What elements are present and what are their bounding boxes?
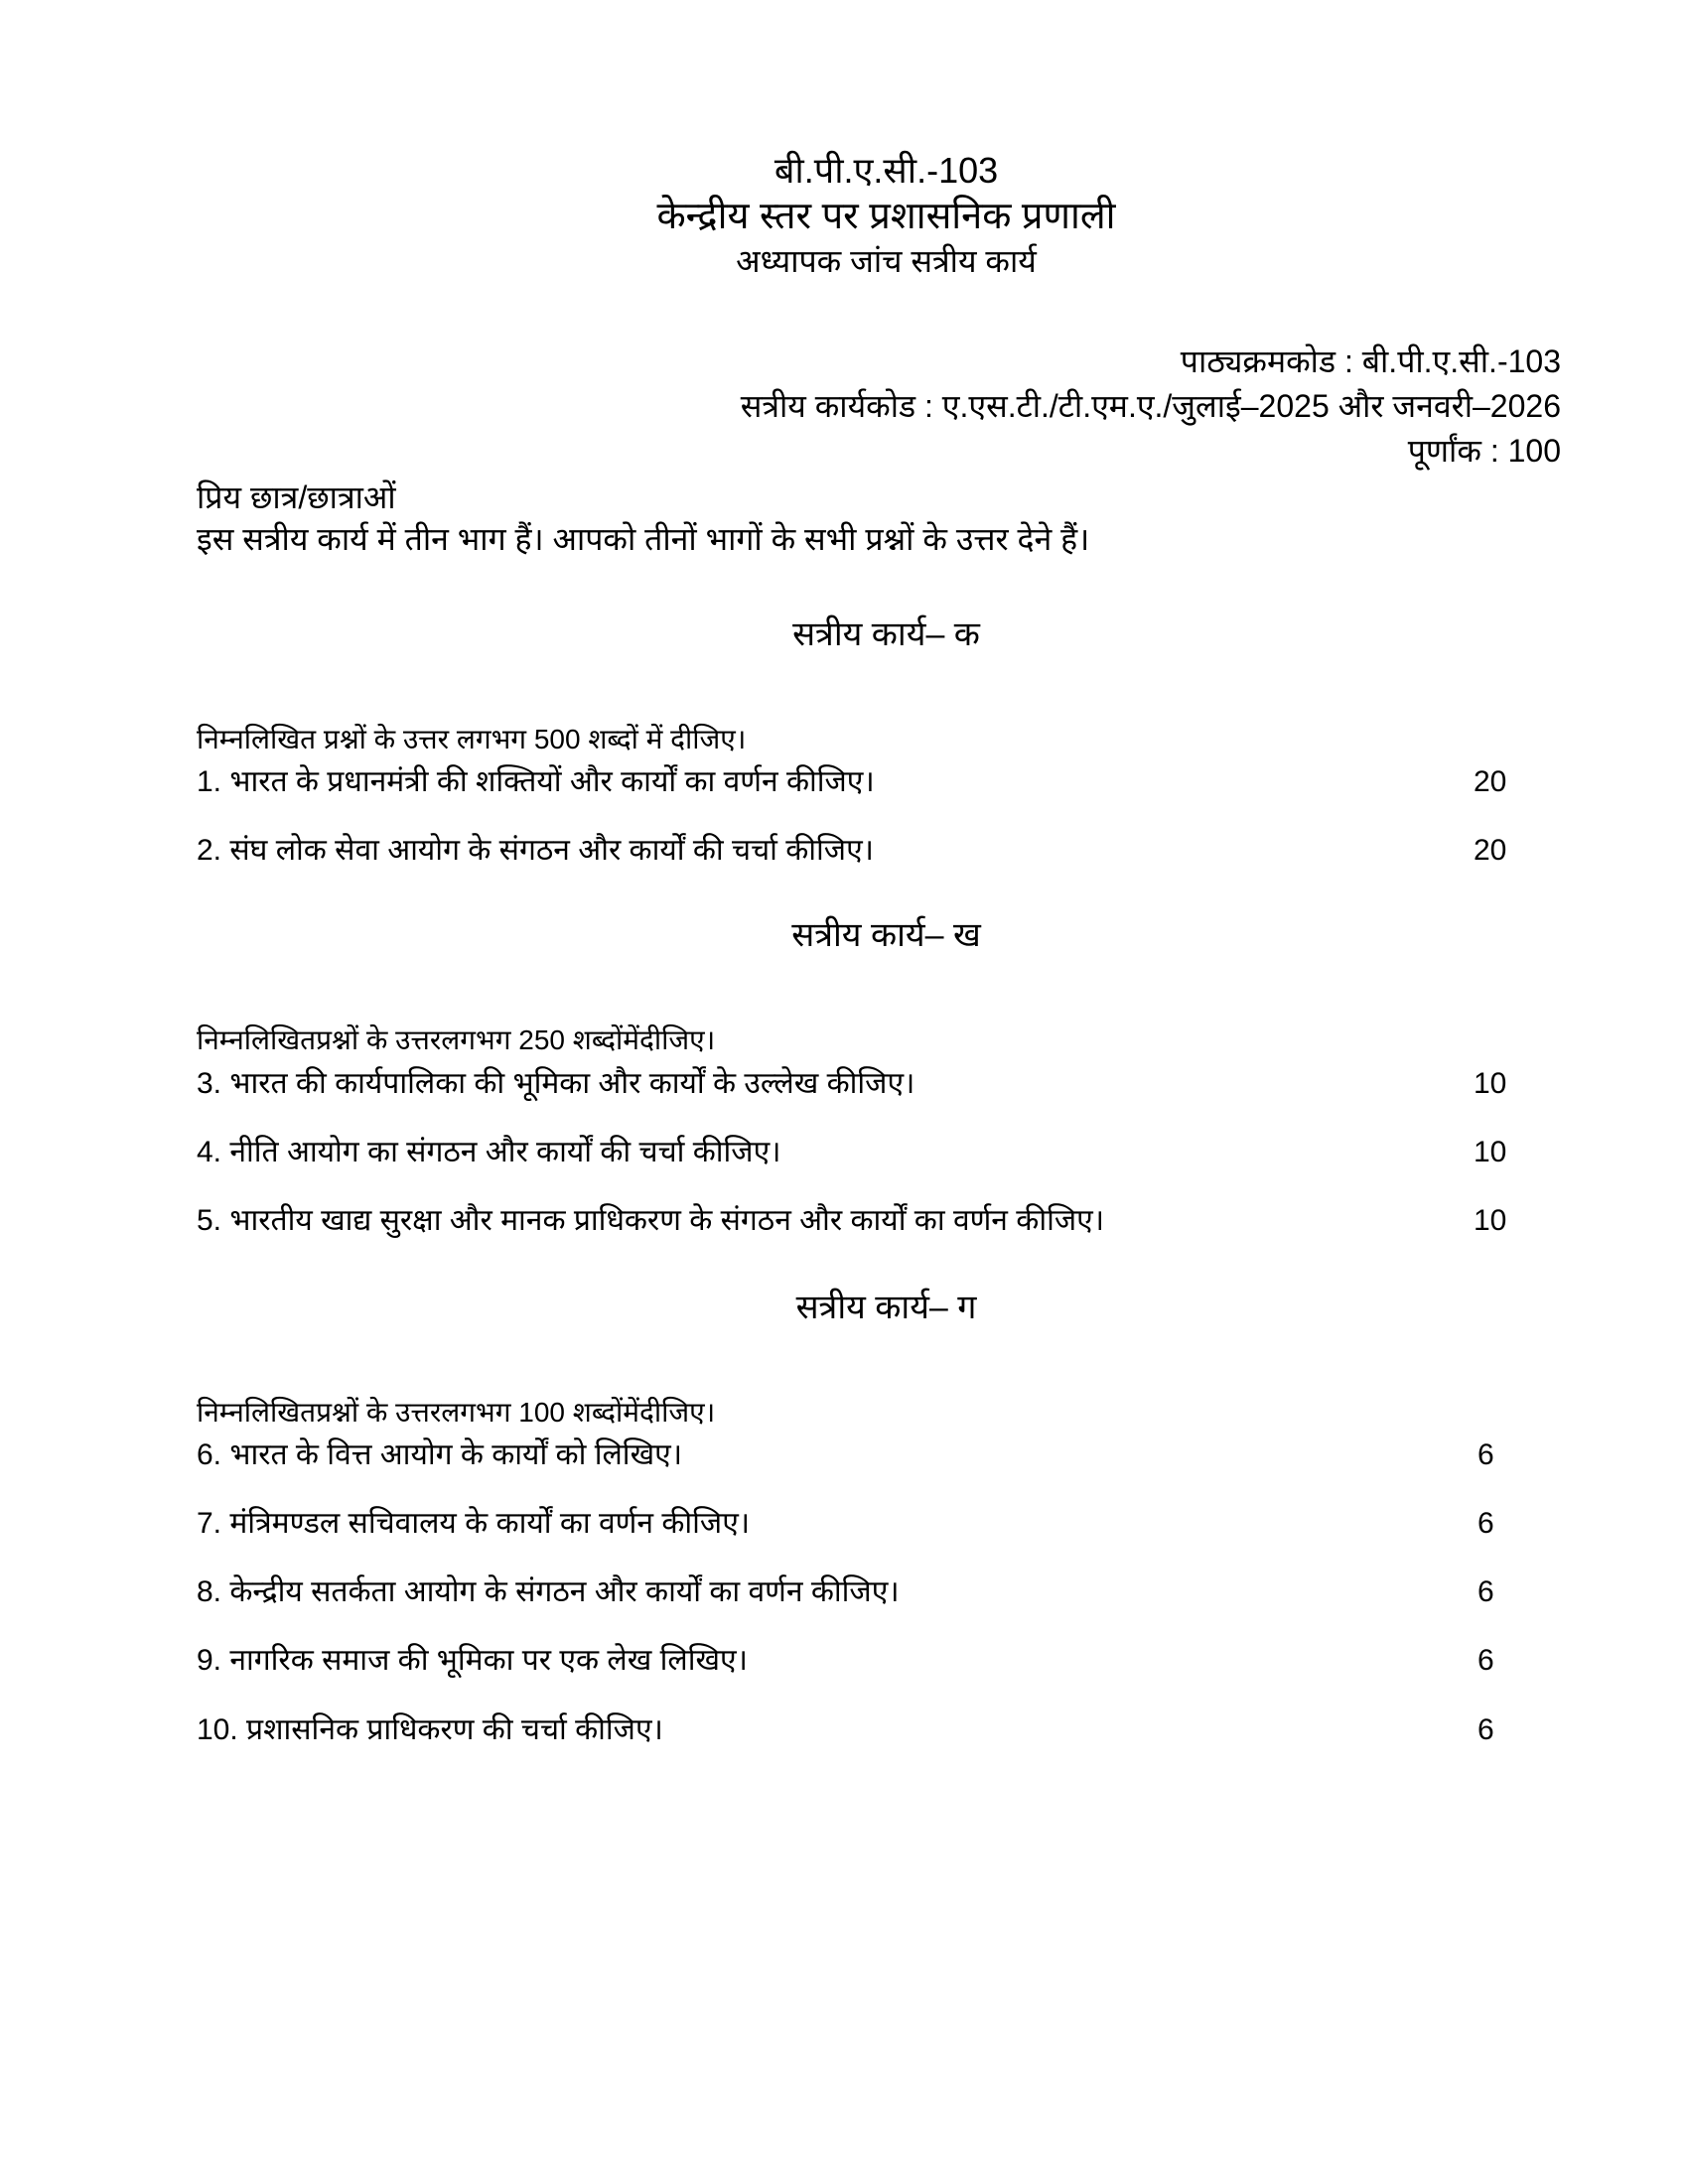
section-heading-c: सत्रीय कार्य– ग: [795, 1289, 977, 1326]
question-text: 3. भारत की कार्यपालिका की भूमिका और कार्यों के उल्लेख कीजिए।: [197, 1067, 915, 1100]
assignment-type: अध्यापक जांच सत्रीय कार्य: [736, 243, 1037, 279]
question-text: 7. मंत्रिमण्डल सचिवालय के कार्यों का वर्णन कीजिए।: [197, 1507, 751, 1540]
section-b-instruction: निम्नलिखितप्रश्नों के उत्तरलगभग 250 शब्दोंमेंदीजिए।: [197, 1024, 716, 1055]
question-text: 5. भारतीय खाद्य सुरक्षा और मानक प्राधिकरण के संगठन और कार्यों का वर्णन कीजिए।: [197, 1204, 1105, 1237]
title-block: [0, 149, 1688, 282]
question-text: 6. भारत के वित्त आयोग के कार्यों को लिखिए।: [197, 1438, 683, 1471]
question-marks: 20: [1474, 834, 1507, 867]
course-code-title: बी.पी.ए.सी.-103: [774, 150, 999, 191]
course-code-line: पाठ्यक्रमकोड : बी.पी.ए.सी.-103: [1180, 343, 1561, 379]
question-marks: 6: [1477, 1438, 1494, 1471]
greeting: [197, 477, 1089, 560]
question-text: 4. नीति आयोग का संगठन और कार्यों की चर्चा कीजिए।: [197, 1136, 781, 1168]
intro-text: इस सत्रीय कार्य में तीन भाग हैं। आपको तीनों भागों के सभी प्रश्नों के उत्तर देने हैं।: [197, 521, 1090, 557]
question-marks: 6: [1477, 1575, 1494, 1608]
question-marks: 6: [1477, 1713, 1494, 1746]
question-text: 1. भारत के प्रधानमंत्री की शक्तियों और कार्यों का वर्णन कीजिए।: [197, 765, 875, 798]
question-text: 8. केन्द्रीय सतर्कता आयोग के संगठन और कार्यों का वर्णन कीजिए।: [197, 1575, 900, 1608]
question-marks: 10: [1474, 1204, 1507, 1237]
question-marks: 6: [1477, 1644, 1494, 1677]
question-marks: 6: [1477, 1507, 1494, 1540]
salutation: प्रिय छात्र/छात्राओं: [197, 479, 396, 515]
max-marks-line: पूर्णांक : 100: [1407, 433, 1561, 469]
assignment-code-line: सत्रीय कार्यकोड : ए.एस.टी./टी.एम.ए./जुलाई–2025 और जनवरी–2026: [740, 388, 1561, 424]
section-heading-a: सत्रीय कार्य– क: [792, 615, 980, 653]
meta-block: [741, 340, 1561, 474]
question-marks: 20: [1474, 765, 1507, 798]
question-marks: 10: [1474, 1136, 1507, 1168]
section-a-instruction: निम्नलिखित प्रश्नों के उत्तर लगभग 500 शब्दों में दीजिए।: [197, 724, 747, 754]
question-text: 2. संघ लोक सेवा आयोग के संगठन और कार्यों की चर्चा कीजिए।: [197, 834, 875, 867]
section-c-instruction: निम्नलिखितप्रश्नों के उत्तरलगभग 100 शब्दोंमेंदीजिए।: [197, 1397, 716, 1428]
course-title: केन्द्रीय स्तर पर प्रशासनिक प्रणाली: [656, 196, 1116, 237]
question-marks: 10: [1474, 1067, 1507, 1100]
question-text: 9. नागरिक समाज की भूमिका पर एक लेख लिखिए।: [197, 1644, 748, 1677]
section-heading-b: सत्रीय कार्य– ख: [791, 916, 981, 954]
question-text: 10. प्रशासनिक प्राधिकरण की चर्चा कीजिए।: [197, 1713, 663, 1746]
